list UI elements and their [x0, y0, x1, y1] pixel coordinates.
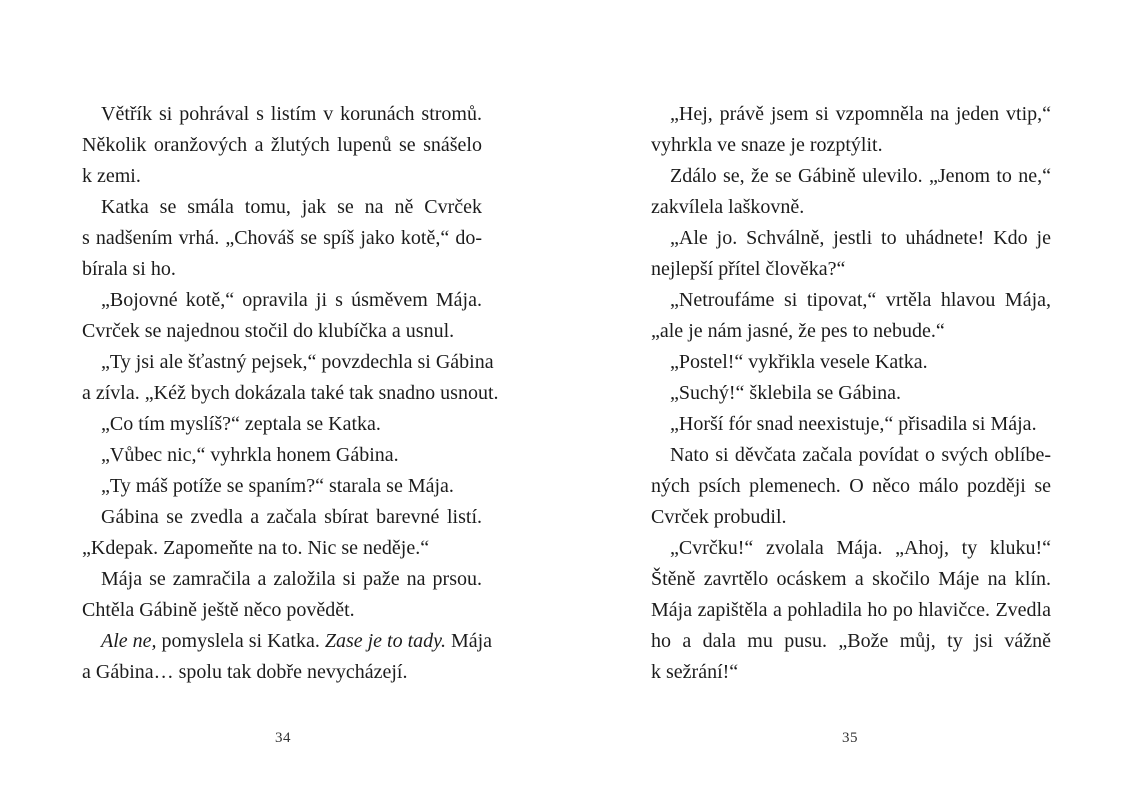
text-line: Mája se zamračila a založila si paže na prsou. [101, 568, 482, 590]
text-line: Větřík si pohrával s listím v korunách stromů. [101, 103, 482, 125]
text-line: Zdálo se, že se Gábině ulevilo. „Jenom to ne,“ [670, 165, 1051, 187]
text-line: Katka se smála tomu, jak se na ně Cvrček [101, 196, 482, 218]
text-line [82, 626, 493, 657]
right-page-text [651, 99, 1051, 688]
text-line: k sežrání!“ [651, 661, 739, 683]
text-line: vyhrkla ve snaze je rozptýlit. [651, 134, 883, 156]
text-line: zakvílela laškovně. [651, 196, 805, 218]
text-line: „Ale jo. Schválně, jestli to uhádnete! Kdo je [670, 227, 1051, 249]
text-line: „Vůbec nic,“ vyhrkla honem Gábina. [101, 444, 399, 466]
text-line: Gábina se zvedla a začala sbírat barevné listí. [101, 506, 482, 528]
text-line: ho a dala mu pusu. „Bože můj, ty jsi vážně [651, 630, 1051, 652]
text-line: a Gábina… spolu tak dobře nevycházejí. [82, 661, 408, 683]
text-line: „Kdepak. Zapomeňte na to. Nic se neděje.“ [82, 537, 430, 559]
text-line: a zívla. „Kéž bych dokázala také tak snadno usnout. [82, 382, 499, 404]
italic-thought: Zase je to tady. [324, 630, 446, 652]
page-number: 35 [842, 730, 858, 746]
text-line: Nato si děvčata začala povídat o svých oblíbe- [670, 444, 1051, 466]
text-line: nejlepší přítel člověka?“ [651, 258, 846, 280]
text-line: „Netroufáme si tipovat,“ vrtěla hlavou Mája, [670, 289, 1051, 311]
text-line: „Hej, právě jsem si vzpomněla na jeden vtip,“ [670, 103, 1051, 125]
text-line: „Ty jsi ale šťastný pejsek,“ povzdechla si Gábina [101, 351, 494, 373]
text-line: „Bojovné kotě,“ opravila ji s úsměvem Mája. [101, 289, 482, 311]
text-line: s nadšením vrhá. „Chováš se spíš jako kotě,“ do- [82, 227, 482, 249]
text-line: ných psích plemenech. O něco málo později se [651, 475, 1051, 497]
text-line: „Cvrčku!“ zvolala Mája. „Ahoj, ty kluku!“ [670, 537, 1051, 559]
right-page [651, 0, 1051, 800]
text-fragment: Mája [445, 630, 493, 652]
text-line: „Suchý!“ šklebila se Gábina. [670, 382, 902, 404]
text-line: bírala si ho. [82, 258, 176, 280]
text-line: „Horší fór snad neexistuje,“ přisadila si Mája. [670, 413, 1037, 435]
text-line: Cvrček probudil. [651, 506, 787, 528]
text-line: Několik oranžových a žlutých lupenů se snášelo [82, 134, 482, 156]
page-number: 34 [275, 730, 291, 746]
text-line: Mája zapištěla a pohladila ho po hlavičce. Zvedla [651, 599, 1051, 621]
text-line: k zemi. [82, 165, 141, 187]
text-line: Štěně zavrtělo ocáskem a skočilo Máje na klín. [651, 568, 1051, 590]
text-line: „Co tím myslíš?“ zeptala se Katka. [101, 413, 381, 435]
text-line: Chtěla Gábině ještě něco povědět. [82, 599, 355, 621]
text-line: „Postel!“ vykřikla vesele Katka. [670, 351, 928, 373]
text-line: „ale je nám jasné, že pes to nebude.“ [651, 320, 945, 342]
text-line: „Ty máš potíže se spaním?“ starala se Mája. [101, 475, 454, 497]
text-fragment: pomyslela si Katka. [156, 630, 325, 652]
left-page [82, 0, 499, 800]
italic-thought: Ale ne, [101, 630, 157, 652]
text-line: Cvrček se najednou stočil do klubíčka a usnul. [82, 320, 455, 342]
left-page-text [82, 99, 499, 688]
